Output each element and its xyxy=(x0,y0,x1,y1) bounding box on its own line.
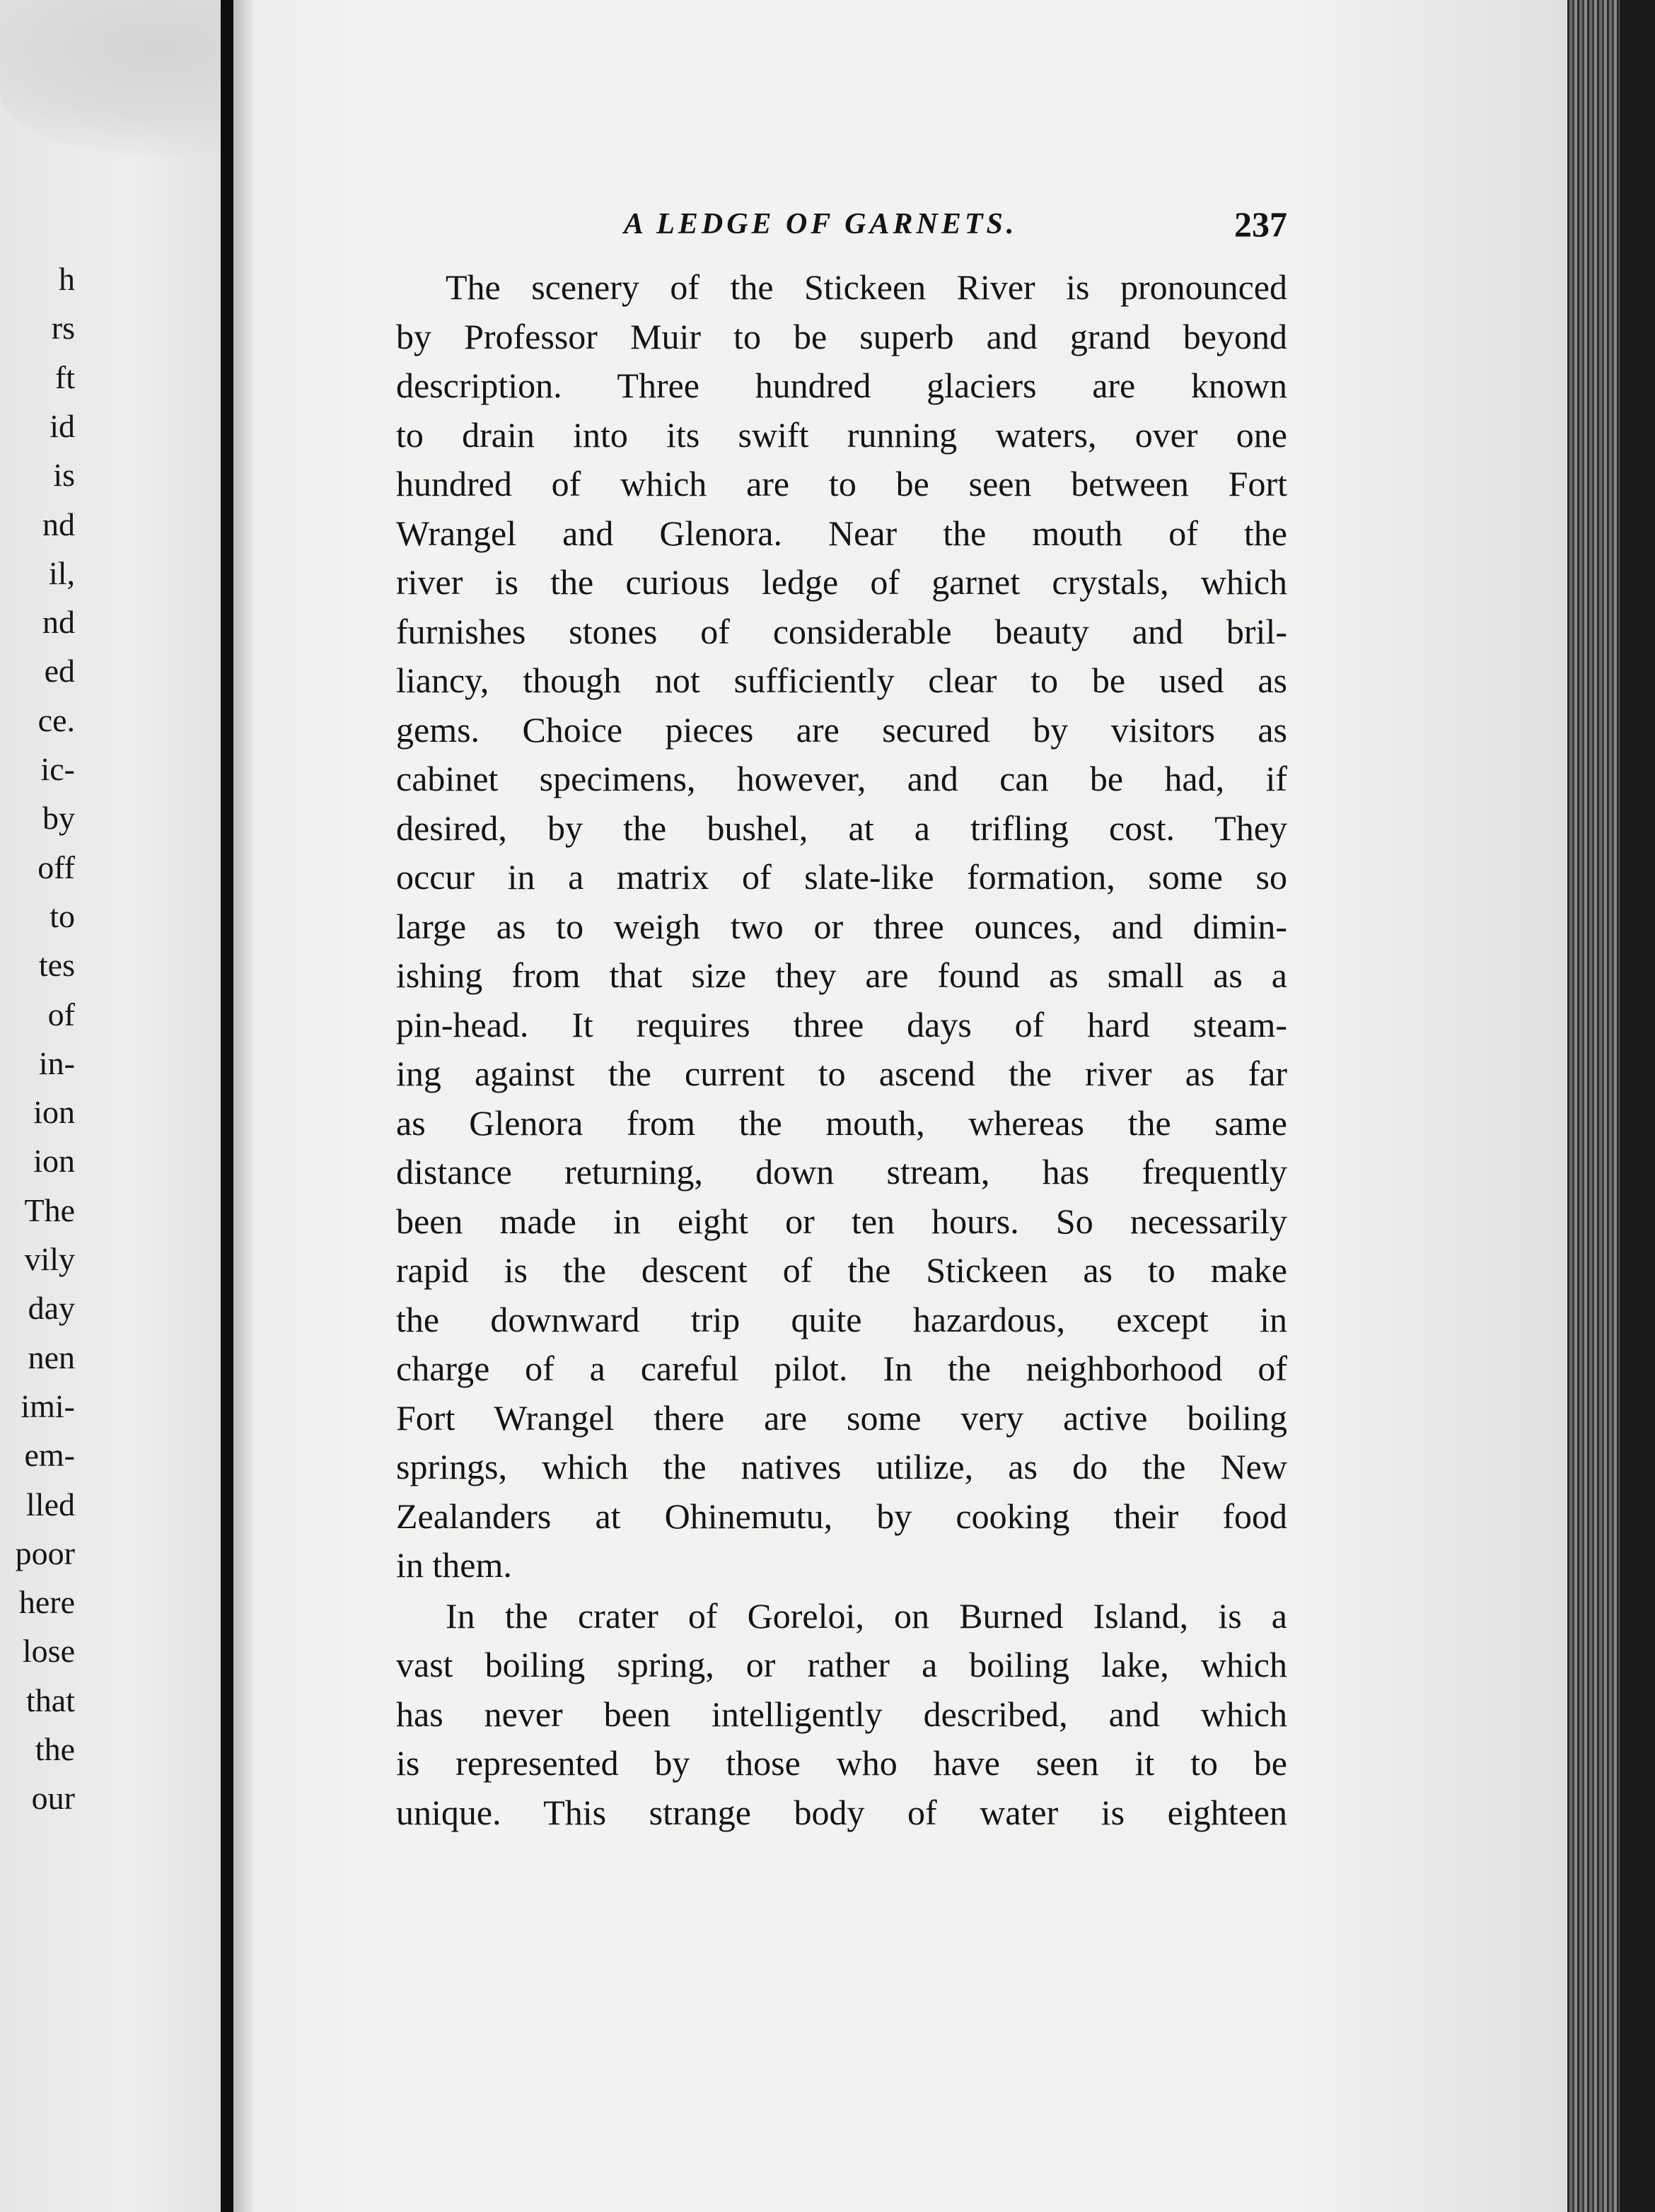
paragraph xyxy=(396,263,1287,1590)
facing-page-fragment: in- xyxy=(38,1044,75,1081)
facing-page-fragment: ft xyxy=(54,359,75,395)
facing-page-fragment: here xyxy=(18,1584,75,1621)
page-header xyxy=(396,199,1287,249)
text-line: The scenery of the Stickeen River is pronounced xyxy=(446,267,1287,307)
facing-page-fragment: to xyxy=(50,897,75,934)
facing-page-fragment: ic- xyxy=(40,751,75,787)
text-line: liancy, though not sufficiently clear to be used as xyxy=(396,660,1287,700)
facing-page-fragment: nd xyxy=(42,506,75,542)
body-text xyxy=(396,263,1287,1837)
text-line: ishing from that size they are found as small as a xyxy=(396,955,1287,995)
facing-page-fragment: em- xyxy=(24,1437,75,1474)
facing-page-fragment: nd xyxy=(42,604,75,641)
text-line: the downward trip quite hazardous, except in xyxy=(396,1299,1287,1339)
facing-page-fragment: nen xyxy=(28,1339,75,1375)
text-line: as Glenora from the mouth, whereas the same xyxy=(396,1102,1287,1143)
text-line: by Professor Muir to be superb and grand beyond xyxy=(396,316,1287,356)
facing-page-fragment: is xyxy=(53,457,75,494)
facing-page-fragment: h xyxy=(59,261,75,297)
facing-page-fragment: lose xyxy=(22,1633,75,1670)
facing-page-fragment: ion xyxy=(33,1143,75,1180)
text-line: Fort Wrangel there are some very active boiling xyxy=(396,1397,1287,1438)
running-head: A LEDGE OF GARNETS. xyxy=(624,208,1018,240)
facing-page-left xyxy=(0,0,221,2212)
facing-page-fragment: the xyxy=(35,1731,75,1767)
facing-page-fragment: poor xyxy=(15,1535,75,1571)
paragraph xyxy=(396,1592,1287,1838)
facing-page-fragment: that xyxy=(26,1682,75,1718)
facing-page-fragment: vily xyxy=(24,1241,75,1277)
facing-page-fragment: imi- xyxy=(21,1387,75,1424)
text-line: has never been intelligently described, and which xyxy=(396,1694,1287,1734)
text-line: desired, by the bushel, at a trifling cost. They xyxy=(396,808,1287,848)
text-line: In the crater of Goreloi, on Burned Island, is a xyxy=(446,1595,1287,1636)
facing-page-fragment: off xyxy=(37,849,75,885)
facing-page-fragment: ed xyxy=(44,653,75,689)
text-line: to drain into its swift running waters, over one xyxy=(396,414,1287,455)
book-edge-shadow xyxy=(1620,0,1655,2212)
text-line: ing against the current to ascend the river as far xyxy=(396,1054,1287,1093)
facing-page-fragment: ion xyxy=(33,1094,75,1131)
text-line: in them. xyxy=(396,1545,512,1585)
facing-page-fragment: of xyxy=(47,996,75,1032)
facing-page-fragment: tes xyxy=(38,947,75,984)
text-line: is represented by those who have seen it to be xyxy=(396,1743,1287,1783)
text-line: springs, which the natives utilize, as do the New xyxy=(396,1447,1287,1486)
text-line: charge of a careful pilot. In the neighborhood of xyxy=(396,1349,1287,1388)
facing-page-fragment: ce. xyxy=(37,702,75,738)
text-line: Zealanders at Ohinemutu, by cooking their food xyxy=(396,1496,1287,1536)
facing-page-fragment: our xyxy=(31,1780,75,1817)
facing-page-fragment: id xyxy=(50,407,75,444)
text-line: pin-head. It requires three days of hard steam- xyxy=(396,1004,1287,1044)
text-line: unique. This strange body of water is eighteen xyxy=(396,1792,1287,1832)
facing-page-fragment: The xyxy=(24,1192,75,1228)
facing-page-fragment: day xyxy=(28,1290,75,1327)
text-line: river is the curious ledge of garnet crystals, which xyxy=(396,562,1287,602)
text-line: rapid is the descent of the Stickeen as to make xyxy=(396,1250,1287,1290)
text-line: gems. Choice pieces are secured by visitors as xyxy=(396,709,1287,750)
water-stain xyxy=(0,0,221,156)
text-line: large as to weigh two or three ounces, and dimin- xyxy=(396,906,1287,946)
text-line: hundred of which are to be seen between Fort xyxy=(396,464,1287,503)
text-line: Wrangel and Glenora. Near the mouth of the xyxy=(396,513,1287,553)
facing-page-fragment: lled xyxy=(26,1486,75,1523)
text-line: vast boiling spring, or rather a boiling lake, which xyxy=(396,1645,1287,1684)
text-line: description. Three hundred glaciers are known xyxy=(396,366,1287,405)
text-line: been made in eight or ten hours. So necessarily xyxy=(396,1201,1287,1241)
book-gutter xyxy=(221,0,233,2212)
facing-page-fragment: il, xyxy=(48,554,75,591)
facing-page-fragment: by xyxy=(42,800,75,837)
text-line: distance returning, down stream, has frequently xyxy=(396,1152,1287,1192)
facing-page-fragment: rs xyxy=(51,310,75,347)
text-line: cabinet specimens, however, and can be had, if xyxy=(396,759,1287,798)
text-line: occur in a matrix of slate-like formation, some so xyxy=(396,857,1287,897)
page-number: 237 xyxy=(1234,204,1287,244)
text-line: furnishes stones of considerable beauty and bril- xyxy=(396,611,1287,651)
gutter-shadow xyxy=(233,0,255,2212)
